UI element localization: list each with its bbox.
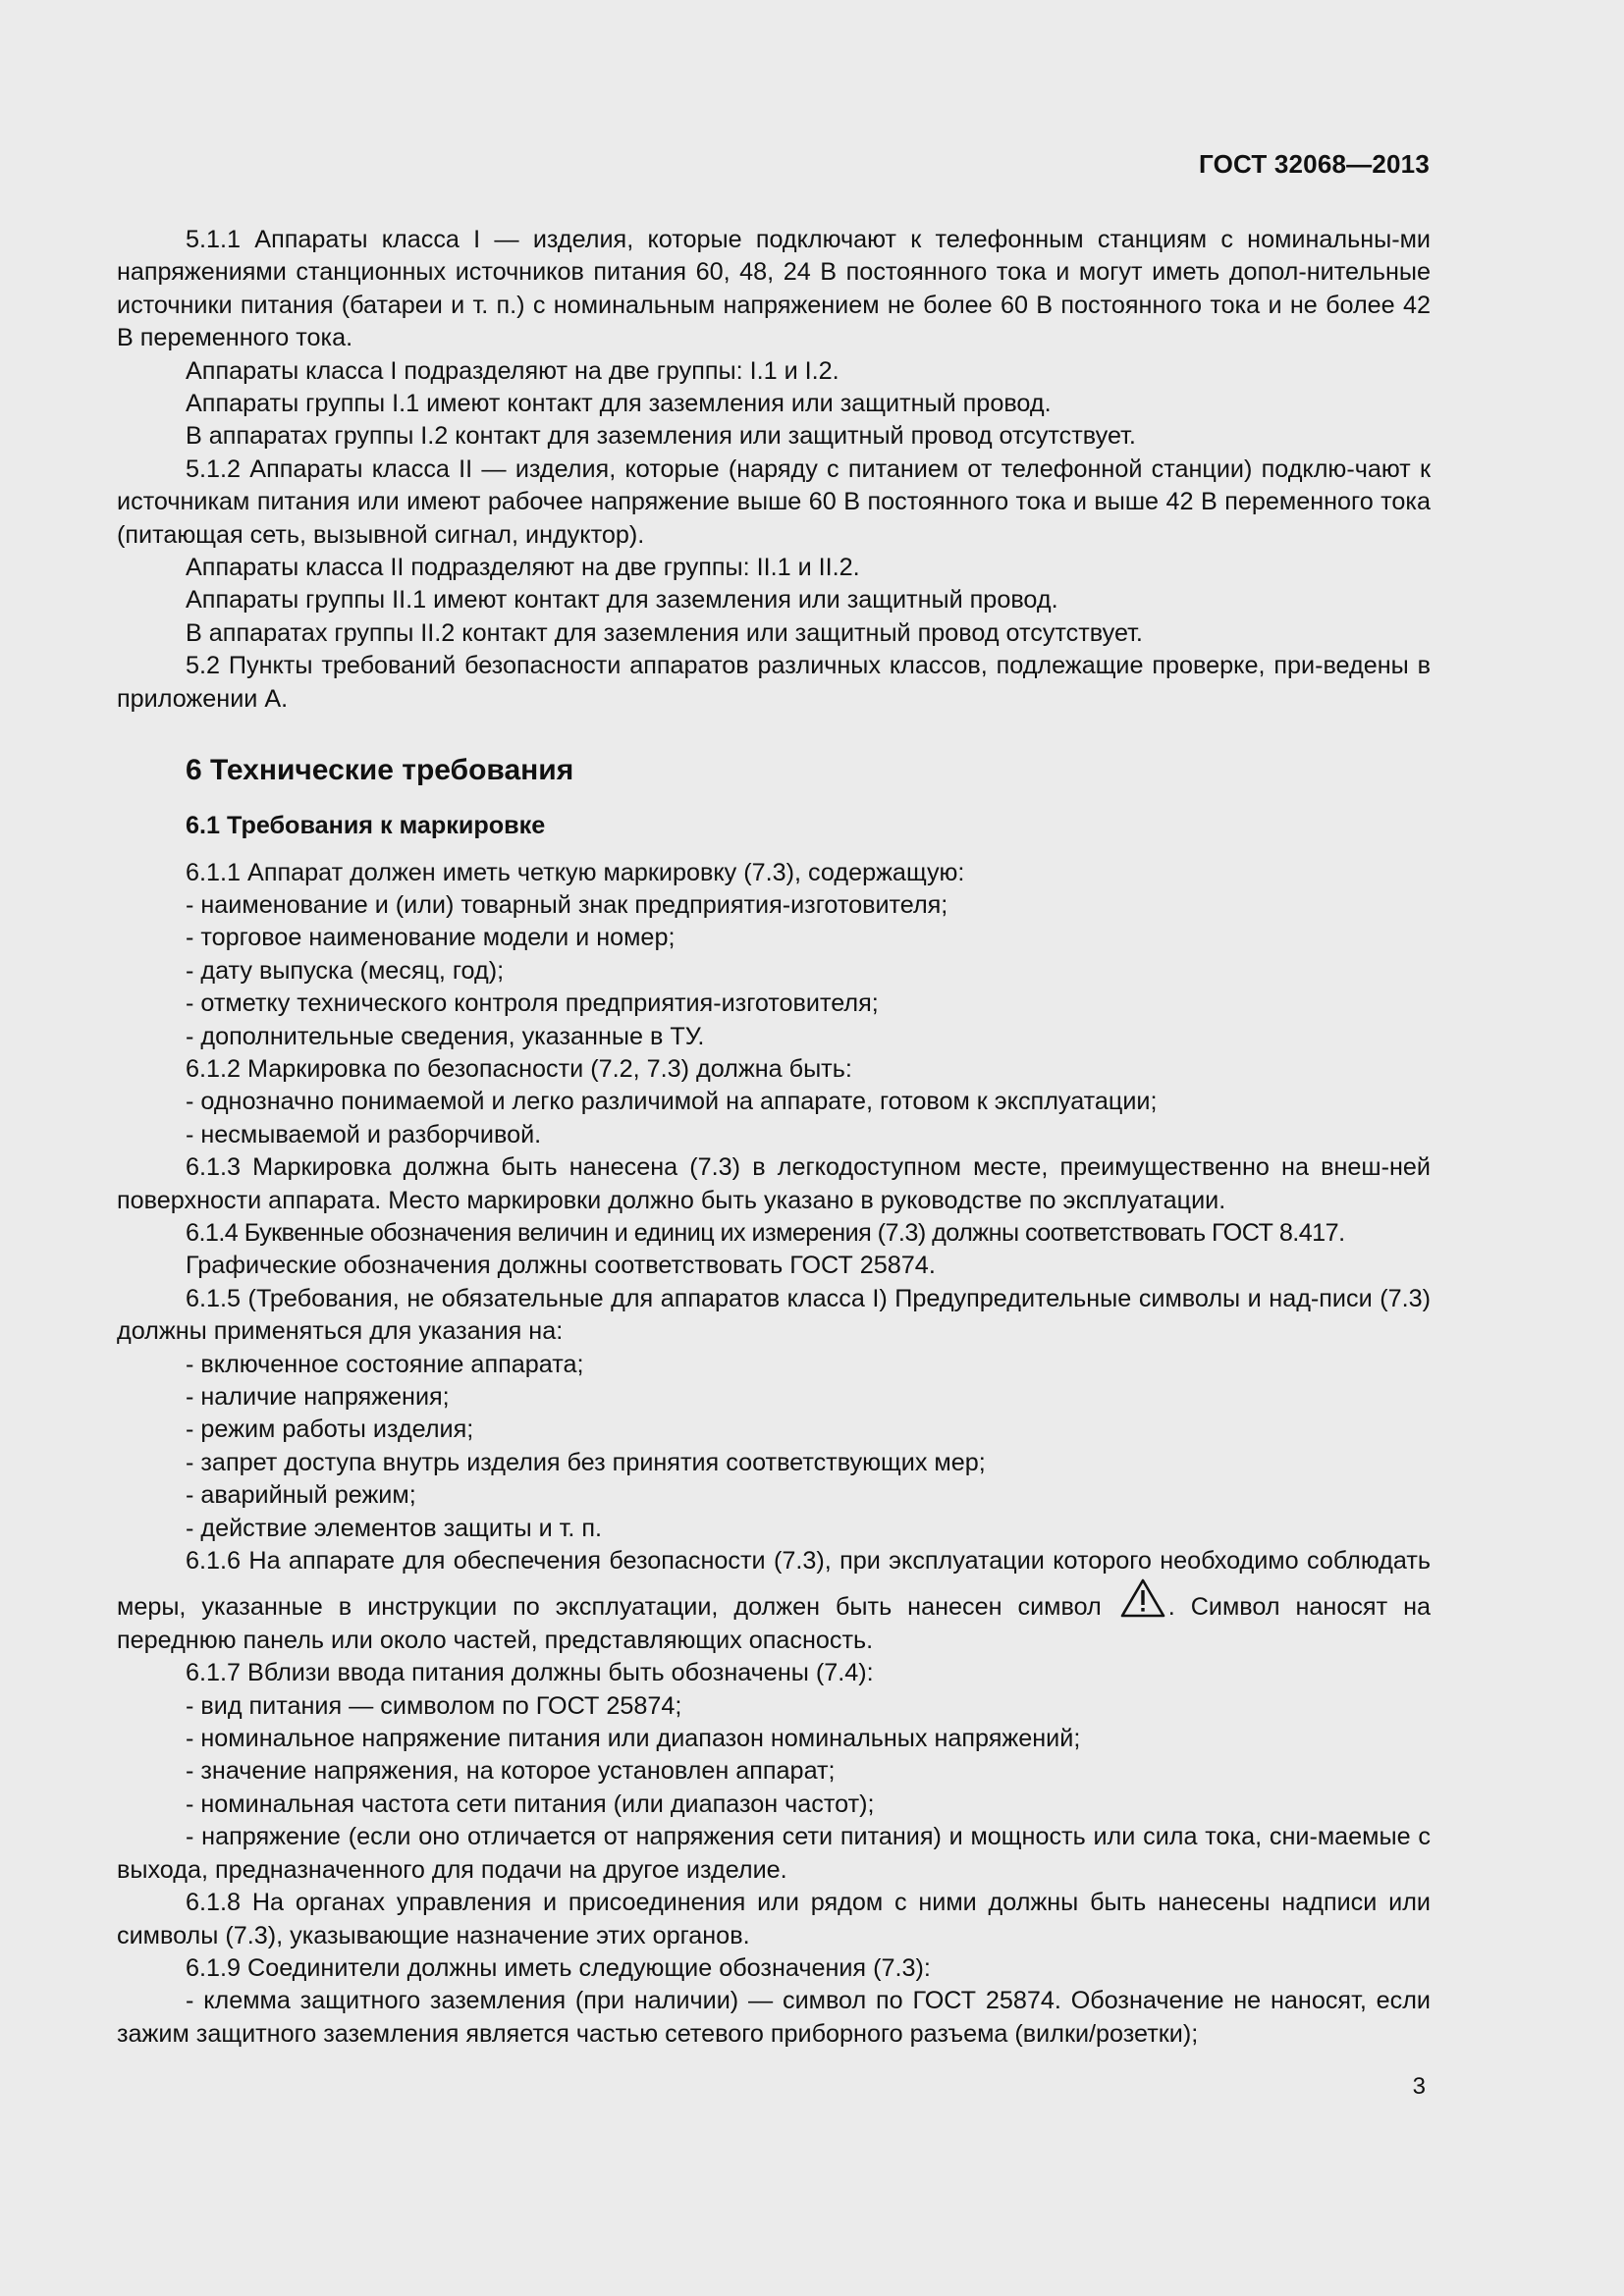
paragraph: Графические обозначения должны соответствовать ГОСТ 25874. [186, 1252, 936, 1280]
paragraph: Аппараты класса II подразделяют на две группы: II.1 и II.2. [186, 554, 860, 582]
list-item: - аварийный режим; [186, 1481, 416, 1510]
list-item: - номинальное напряжение питания или диапазон номинальных напряжений; [186, 1725, 1081, 1753]
list-item: - запрет доступа внутрь изделия без принятия соответствующих мер; [186, 1448, 986, 1476]
list-item: - включенное состояние аппарата; [186, 1350, 584, 1378]
document-code-header: ГОСТ 32068—2013 [1199, 149, 1430, 179]
paragraph: В аппаратах группы II.2 контакт для заземления или защитный провод отсутствует. [186, 618, 1143, 647]
list-item: - значение напряжения, на которое установлен аппарат; [186, 1757, 836, 1786]
paragraph-6-1-1: 6.1.1 Аппарат должен иметь четкую маркировку (7.3), содержащую: [186, 858, 965, 886]
paragraph-5-1-1: 5.1.1 Аппараты класса I — изделия, которые подключают к телефонным станциям с номинальны-ми напряжениями станционных источников питания 60, 48, 24 В постоянного тока и могут иметь допол-нительные источники питания (батареи и т. п.) с номинальным напряжением не более 60 В постоянного тока и не более 42 В переменного тока. [117, 226, 1431, 352]
paragraph: Аппараты группы I.1 имеют контакт для заземления или защитный провод. [186, 390, 1052, 418]
subsection-6-1-heading: 6.1 Требования к маркировке [186, 812, 546, 840]
list-item: - напряжение (если оно отличается от напряжения сети питания) и мощность или сила тока, сни-маемые с выхода, предназначенного для подачи на другое изделие. [117, 1823, 1431, 1884]
paragraph-6-1-4: 6.1.4 Буквенные обозначения величин и единиц их измерения (7.3) должны соответствовать ГОСТ 8.417. [186, 1218, 1345, 1247]
paragraph-6-1-7: 6.1.7 Вблизи ввода питания должны быть обозначены (7.4): [186, 1659, 874, 1687]
paragraph-6-1-8: 6.1.8 На органах управления и присоединения или рядом с ними должны быть нанесены надписи или символы (7.3), указывающие назначение этих органов. [117, 1889, 1431, 1949]
section-6-heading: 6 Технические требования [186, 754, 574, 787]
paragraph-6-1-9: 6.1.9 Соединители должны иметь следующие обозначения (7.3): [186, 1953, 931, 1982]
list-item: - действие элементов защиты и т. п. [186, 1514, 603, 1542]
list-item: - режим работы изделия; [186, 1415, 474, 1444]
paragraph-6-1-5: 6.1.5 (Требования, не обязательные для аппаратов класса I) Предупредительные символы и над-писи (7.3) должны применяться для указания на: [117, 1284, 1431, 1346]
paragraph: Аппараты группы II.1 имеют контакт для заземления или защитный провод. [186, 586, 1058, 614]
paragraph-5-1-2: 5.1.2 Аппараты класса II — изделия, которые (наряду с питанием от телефонной станции) подклю-чают к источникам питания или имеют рабочее напряжение выше 60 В постоянного тока и выше 42 В переменного тока (питающая сеть, вызывной сигнал, индуктор). [117, 454, 1431, 549]
list-item: - несмываемой и разборчивой. [186, 1120, 542, 1148]
paragraph-text: . Символ наносят на переднюю панель или около частей, представляющих опасность. [117, 1593, 1432, 1654]
list-item: - дополнительные сведения, указанные в ТУ. [186, 1022, 705, 1050]
list-item: - вид питания — символом по ГОСТ 25874; [186, 1691, 682, 1720]
list-item: - клемма защитного заземления (при наличии) — символ по ГОСТ 25874. Обозначение не наносят, если зажим защитного заземления является частью сетевого приборного разъема (вилки/розетки); [117, 1987, 1431, 2048]
paragraph-6-1-6 [117, 1545, 1431, 1657]
paragraph: Аппараты класса I подразделяют на две группы: I.1 и I.2. [186, 356, 839, 385]
list-item: - наименование и (или) товарный знак предприятия-изготовителя; [186, 890, 948, 919]
page-number: 3 [1412, 2073, 1426, 2100]
list-item: - отметку технического контроля предприятия-изготовителя; [186, 989, 879, 1018]
list-item: - однозначно понимаемой и легко различимой на аппарате, готовом к эксплуатации; [186, 1088, 1158, 1116]
paragraph-6-1-3: 6.1.3 Маркировка должна быть нанесена (7.3) в легкодоступном месте, преимущественно на внеш-ней поверхности аппарата. Место маркировки должно быть указано в руководстве по эксплуатации. [117, 1153, 1431, 1214]
paragraph: В аппаратах группы I.2 контакт для заземления или защитный провод отсутствует. [186, 422, 1136, 451]
paragraph-5-2: 5.2 Пункты требований безопасности аппаратов различных классов, подлежащие проверке, при-ведены в приложении А. [117, 652, 1431, 713]
warning-triangle-icon [1119, 1577, 1166, 1619]
list-item: - дату выпуска (месяц, год); [186, 956, 505, 985]
document-body [117, 224, 1431, 2051]
paragraph-text: 6.1.6 На аппарате для обеспечения безопасности (7.3), при эксплуатации которого необходимо соблюдать меры, указанные в инструкции по эксплуатации, должен быть нанесен символ [117, 1547, 1431, 1622]
list-item: - торговое наименование модели и номер; [186, 924, 676, 952]
list-item: - номинальная частота сети питания (или диапазон частот); [186, 1789, 875, 1818]
paragraph-6-1-2: 6.1.2 Маркировка по безопасности (7.2, 7.3) должна быть: [186, 1054, 852, 1083]
list-item: - наличие напряжения; [186, 1383, 450, 1411]
